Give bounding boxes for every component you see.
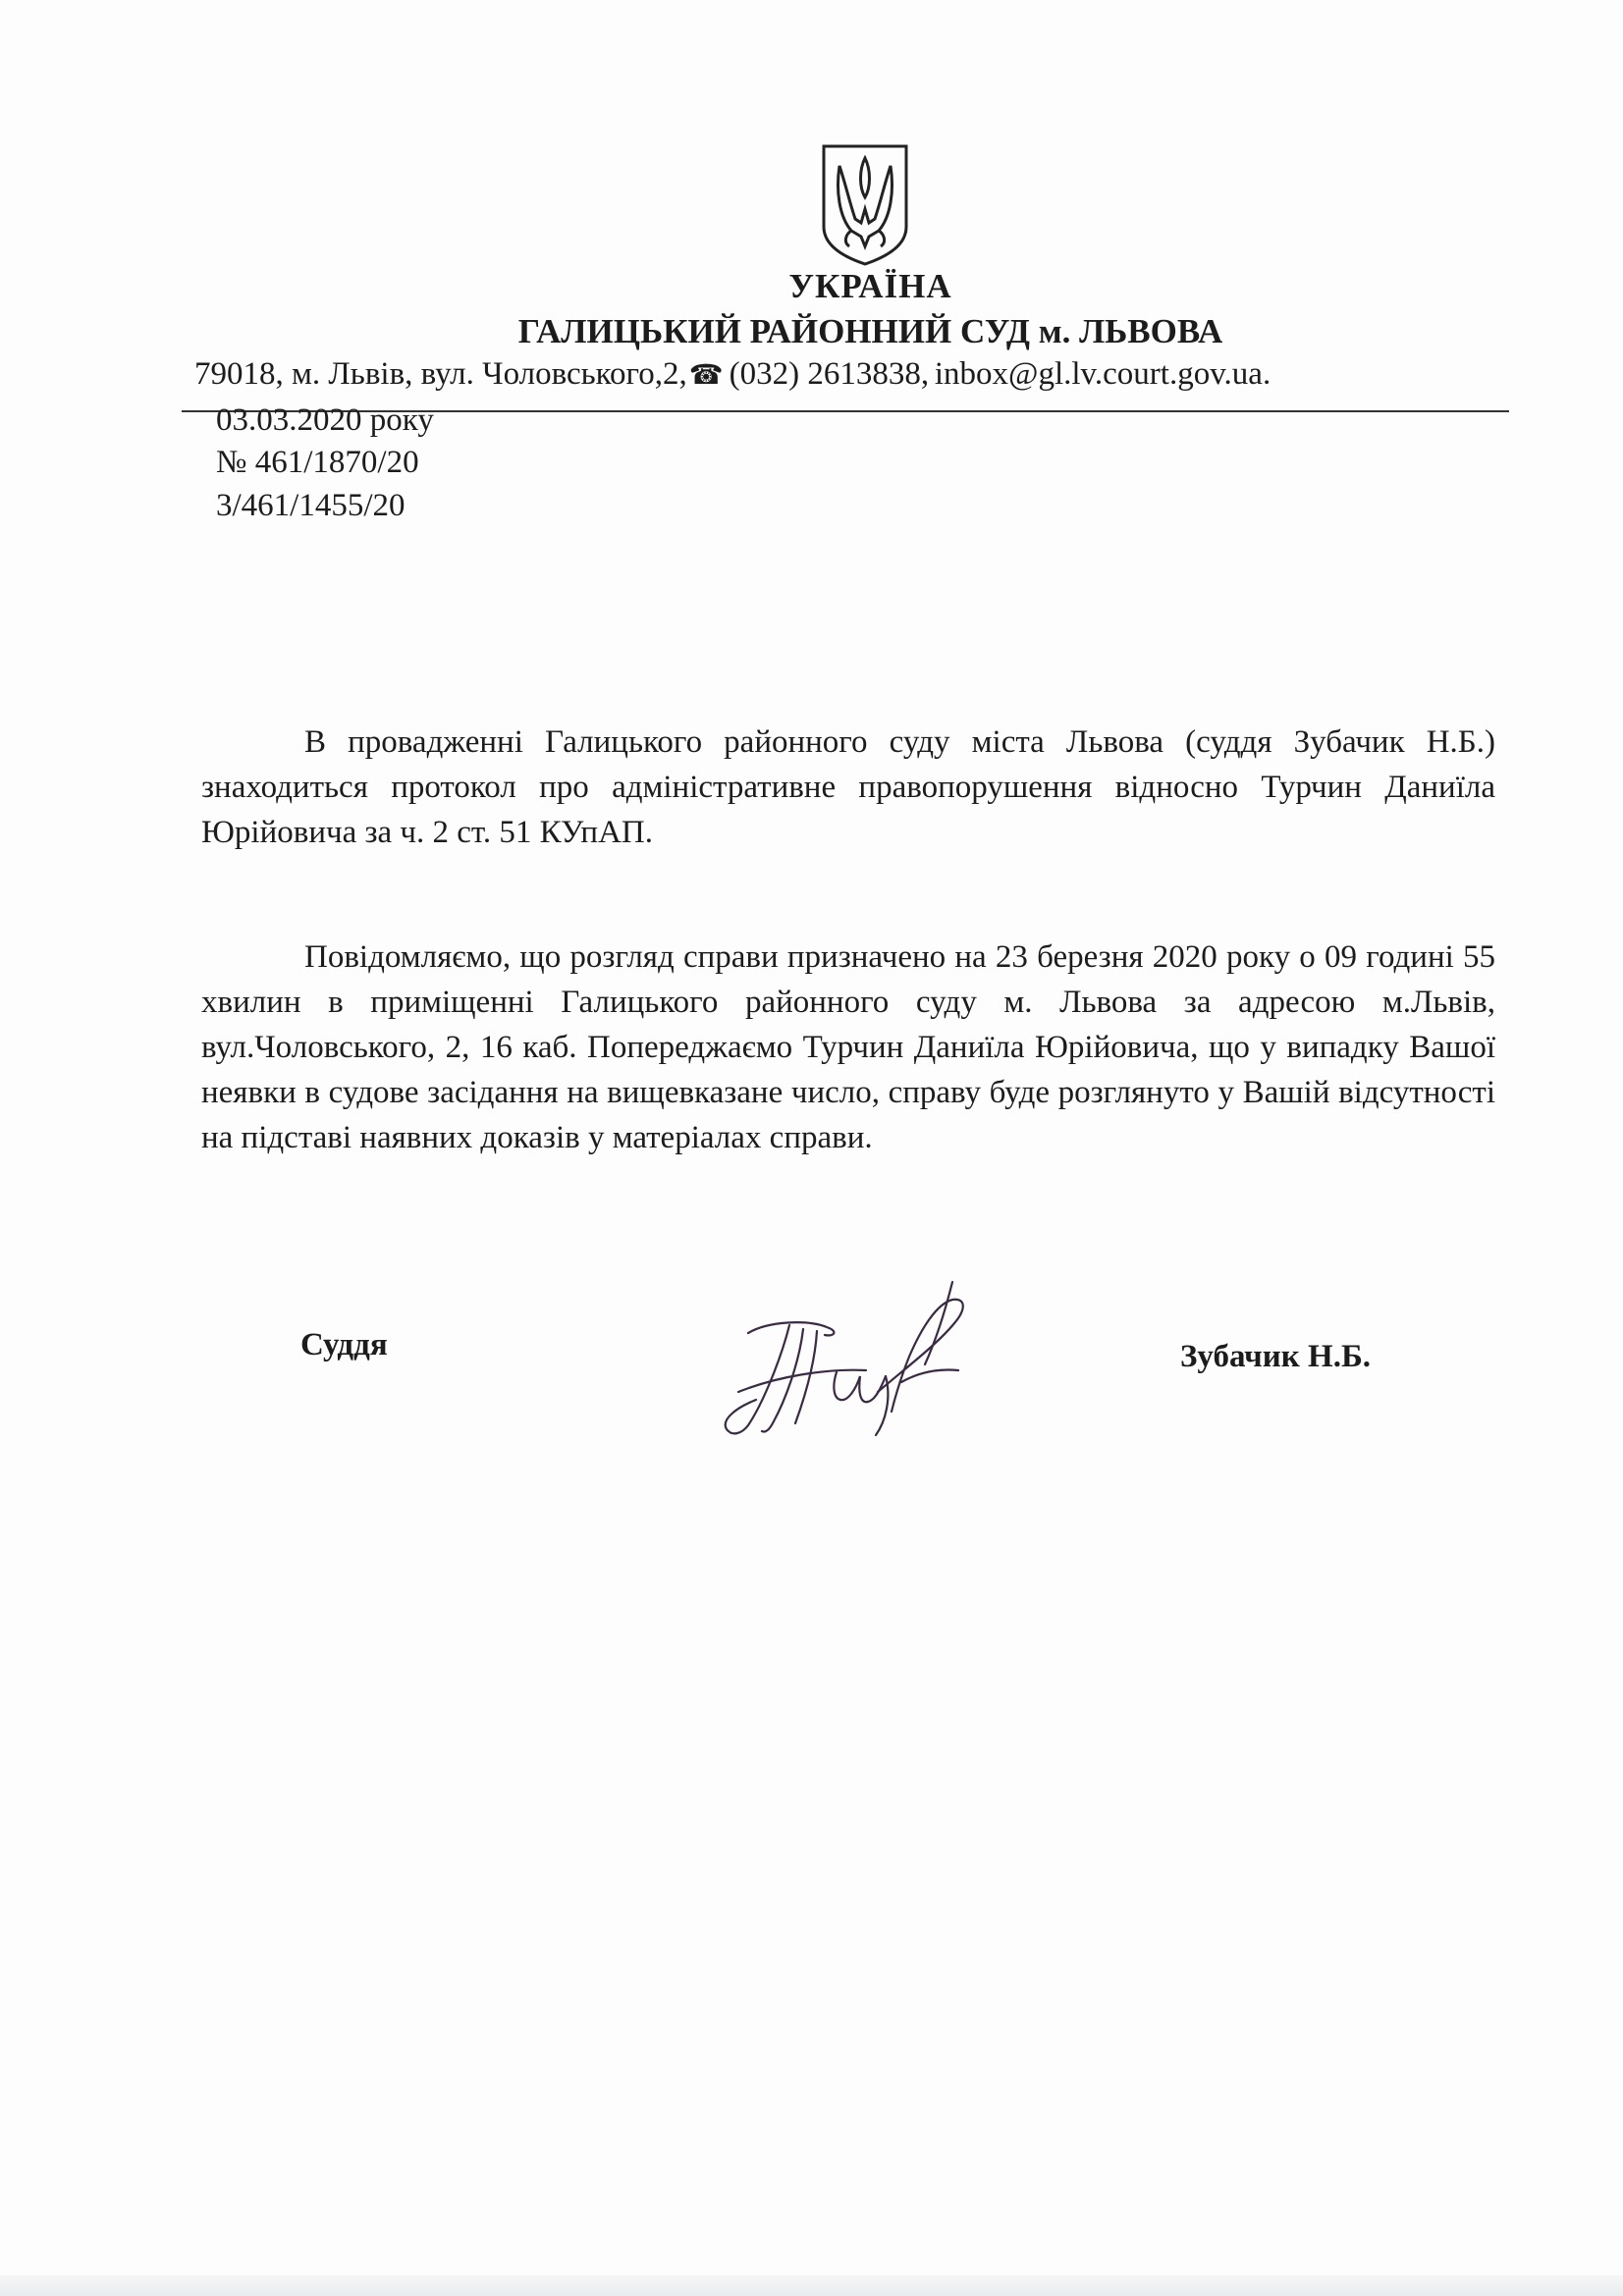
signatory-title: Суддя — [300, 1327, 388, 1362]
body-paragraph-hearing-notice: Повідомляємо, що розгляд справи призначено на 23 березня 2020 року о 09 годині 55 хвилин в приміщенні Галицького районного суду м. Львова за адресою м.Львів, вул.Чоловського, 2, 16 каб. Попереджаємо Турчин Даниїла Юрійовича, що у випадку Вашої неявки в судове засідання на вищевказане число, справу буде розглянуто у Вашій відсутності на підставі наявних доказів у матеріалах справи. — [201, 939, 1495, 1155]
country-title: УКРАЇНА — [788, 267, 952, 305]
court-name-title: ГАЛИЦЬКИЙ РАЙОННИЙ СУД м. ЛЬВОВА — [517, 312, 1223, 350]
telephone-icon: ☎ — [688, 360, 724, 391]
court-address: 79018, м. Львів, вул. Чоловського,2, — [194, 356, 687, 392]
case-number: 3/461/1455/20 — [216, 488, 406, 523]
handwritten-signature — [709, 1274, 1023, 1446]
scan-edge-shadow — [0, 2275, 1623, 2296]
coat-of-arms-emblem — [816, 140, 914, 268]
court-phone: (032) 2613838 — [729, 356, 921, 392]
document-number: № 461/1870/20 — [216, 445, 419, 480]
court-email: inbox@gl.lv.court.gov.ua. — [934, 356, 1271, 392]
document-date: 03.03.2020 року — [216, 402, 434, 438]
judge-name: Зубачик Н.Б. — [1180, 1339, 1372, 1374]
court-contact-line: 79018, м. Львів, вул. Чоловського,2, ☎ (032) 2613838 , inbox@gl.lv.court.gov.ua. — [194, 356, 1271, 392]
body-paragraph-proceedings: В провадженні Галицького районного суду міста Львова (суддя Зубачик Н.Б.) знаходиться протокол про адміністративне правопорушення відносно Турчин Даниїла Юрійовича за ч. 2 ст. 51 КУпАП. — [201, 724, 1495, 850]
